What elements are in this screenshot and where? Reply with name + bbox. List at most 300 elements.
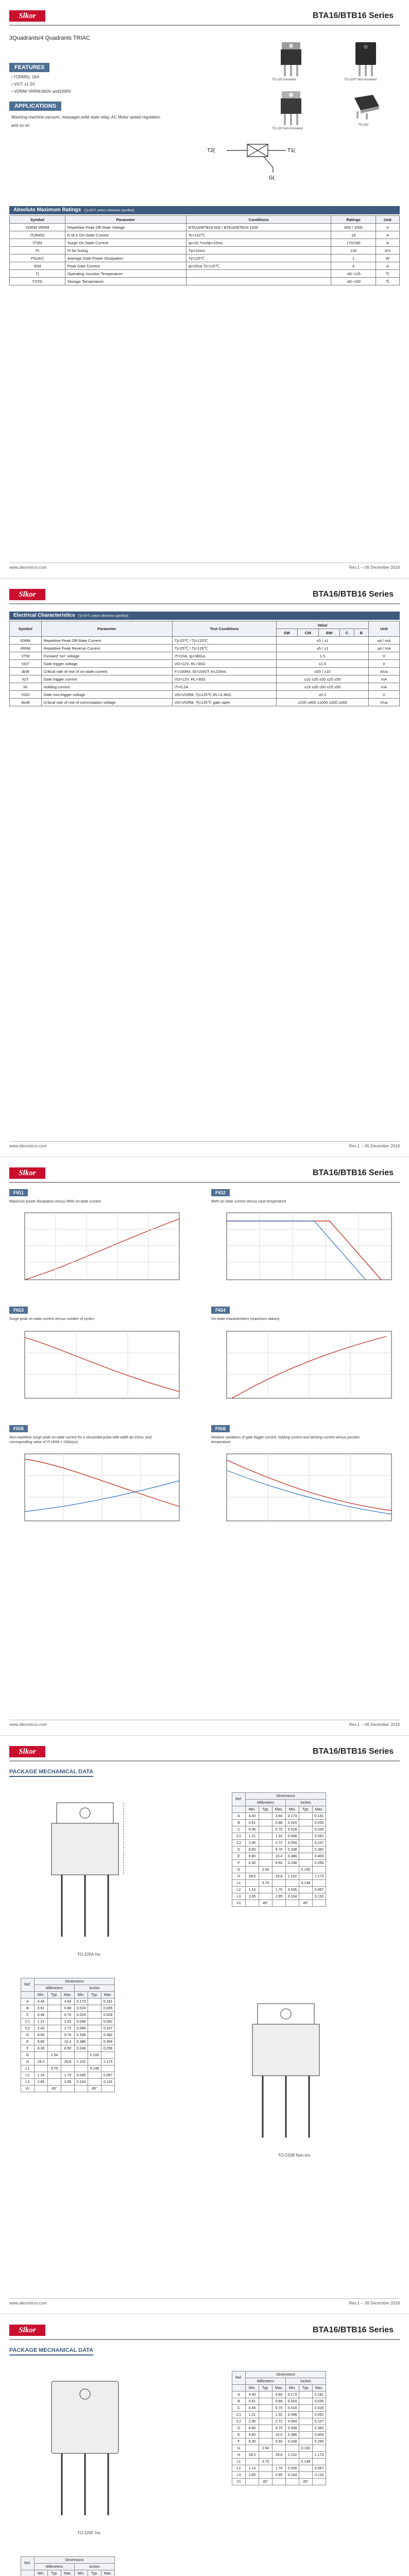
table-cell: ITSM bbox=[10, 239, 65, 247]
page-4 bbox=[0, 1736, 409, 2314]
table-cell bbox=[48, 2032, 61, 2039]
table-cell: 0.338 bbox=[75, 2032, 88, 2039]
table-cell: Tj=25℃ / Tj=125℃ bbox=[172, 637, 276, 645]
table-cell: H bbox=[232, 2452, 246, 2459]
table-cell: VD=12V, RL=30Ω bbox=[172, 675, 276, 683]
table-row bbox=[10, 231, 400, 239]
table-cell: D bbox=[232, 2425, 246, 2432]
table-cell: B bbox=[21, 2005, 35, 2012]
table-cell bbox=[299, 1853, 313, 1860]
table-cell bbox=[313, 2479, 326, 2485]
table-cell bbox=[259, 1873, 272, 1880]
table-cell: C bbox=[232, 2405, 246, 2412]
table-cell: 0.104 bbox=[75, 2079, 88, 2086]
fig5-plot bbox=[9, 1450, 184, 1532]
header-divider bbox=[9, 2339, 400, 2340]
table-cell: 28.0 bbox=[35, 2059, 48, 2065]
fig3-caption: Surge peak on-state current versus number of cycles bbox=[9, 1317, 94, 1321]
table-cell bbox=[88, 2032, 101, 2039]
terminal-t1-label: T1( bbox=[287, 148, 295, 154]
table-cell bbox=[286, 1900, 299, 1907]
table-cell: 1.70 bbox=[61, 2072, 75, 2079]
table-row bbox=[10, 683, 400, 691]
table-cell: 0.256 bbox=[313, 1860, 326, 1867]
table-cell bbox=[299, 2452, 313, 2459]
table-row bbox=[21, 2059, 115, 2065]
table-cell: PG(AV) bbox=[10, 255, 65, 262]
table-cell: V bbox=[368, 691, 399, 699]
table-cell: A bbox=[376, 262, 399, 270]
table-cell: 6.50 bbox=[272, 1860, 286, 1867]
table-cell: 0.256 bbox=[313, 2438, 326, 2445]
col-header: Unit bbox=[368, 621, 399, 637]
table-cell: 9.70 bbox=[61, 2032, 75, 2039]
table-cell: 0.70 bbox=[61, 2012, 75, 2019]
table-cell: Tc=110℃ bbox=[186, 231, 331, 239]
table-cell: V bbox=[368, 660, 399, 668]
table-cell: 29.8 bbox=[272, 1873, 286, 1880]
table-cell: Tj=125℃ bbox=[186, 255, 331, 262]
table-cell: 4.40 bbox=[246, 2392, 259, 2398]
fig1-tag: FIG1 bbox=[9, 1189, 28, 1196]
table-row bbox=[10, 239, 400, 247]
col-header: Parameter bbox=[41, 621, 172, 637]
table-cell bbox=[259, 1833, 272, 1840]
table-cell: 9.80 bbox=[35, 2039, 48, 2045]
table-cell: 0.148 bbox=[299, 2459, 313, 2465]
footer-revision: Rev.1 -- 06 December 2018 bbox=[349, 1144, 400, 1148]
table-cell: 0.094 bbox=[286, 1840, 299, 1846]
table-cell: D bbox=[21, 2032, 35, 2039]
fig6-tag: FIG6 bbox=[211, 1425, 230, 1432]
footer-revision: Rev.1 -- 06 December 2018 bbox=[349, 565, 400, 570]
table-cell: G bbox=[21, 2052, 35, 2059]
header-divider bbox=[9, 1182, 400, 1183]
table-row bbox=[232, 2418, 326, 2425]
table-cell bbox=[259, 2418, 272, 2425]
series-title: BTA16/BTB16 Series bbox=[312, 590, 394, 599]
table-cell bbox=[272, 2479, 286, 2485]
table-cell: A bbox=[21, 1998, 35, 2005]
table-row bbox=[10, 691, 400, 699]
table-cell bbox=[299, 2412, 313, 2418]
table-cell bbox=[299, 1820, 313, 1826]
table-cell bbox=[35, 2065, 48, 2072]
table-cell: 0.382 bbox=[101, 2032, 115, 2039]
table-row bbox=[232, 2432, 326, 2438]
table-row bbox=[232, 2465, 326, 2472]
table-cell: tp=16.7ms/tp=10ms bbox=[186, 239, 331, 247]
table-cell: L1 bbox=[21, 2065, 35, 2072]
table-cell bbox=[259, 2465, 272, 2472]
fig4-caption: On-state characteristics (maximum values) bbox=[211, 1317, 280, 1321]
table-row bbox=[232, 1840, 326, 1846]
page-footer bbox=[9, 563, 400, 571]
table-cell: ≤15 ≤35 ≤50 ≤25 ≤50 bbox=[277, 683, 369, 691]
feature-item: • VGT: ±1.5V bbox=[11, 82, 71, 89]
to263-package-image bbox=[350, 93, 381, 121]
fig6-caption: Relative variations of gate trigger current, holding current and latching current versus junction temperature bbox=[211, 1436, 360, 1444]
table-cell: G bbox=[232, 1867, 246, 1873]
table-cell: 0.052 bbox=[313, 2412, 326, 2418]
table-cell: Average Gate Power Dissipation bbox=[65, 255, 186, 262]
table-cell: F bbox=[21, 2045, 35, 2052]
table-cell: 28.0 bbox=[246, 1873, 259, 1880]
table-cell bbox=[101, 2065, 115, 2072]
table-cell bbox=[101, 2052, 115, 2059]
table-cell: 0.067 bbox=[313, 2465, 326, 2472]
table-cell: 0.028 bbox=[313, 1826, 326, 1833]
table-row bbox=[21, 1998, 115, 2005]
table-cell bbox=[259, 1893, 272, 1900]
table-cell: 0.116 bbox=[101, 2079, 115, 2086]
table-cell: 0.100 bbox=[299, 2445, 313, 2452]
table-cell: VGT bbox=[10, 660, 42, 668]
table-row bbox=[232, 1833, 326, 1840]
table-cell bbox=[101, 2086, 115, 2092]
brand-logo: Slkor bbox=[9, 589, 45, 600]
table-cell: L3 bbox=[232, 1893, 246, 1900]
table-cell: 1.32 bbox=[272, 2412, 286, 2418]
table-cell: 0.409 bbox=[101, 2039, 115, 2045]
table-cell: 0.46 bbox=[246, 1826, 259, 1833]
page-1 bbox=[0, 0, 409, 579]
table-cell: 0.70 bbox=[272, 1826, 286, 1833]
table-row bbox=[232, 2472, 326, 2479]
dimension-table-b: Ref. Dimensions Millimeters Inches Min. Typ. Max. Min. Typ. Max. A 4.40 4.60 0.173 0.181 B 0.61 0.88 0.024 0.035 C 0.46 0.70 0.018 0.028 C1 1.21 1.32 0.048 0.052 C2 2.40 2.72 0.094 0.107 D 8.60 9.70 0.338 0.382 E 9.80 10.4 0.386 0.409 F 6.30 6.50 0.248 0.256 G 2.54 0.100 H 28.0 29.8 1.102 1.173 L1 3.75 0.148 L2 1.14 1.70 0.045 0.067 L3 2.65 2.95 0.104 0.116 V1 45° 45° bbox=[21, 1978, 115, 2092]
table-cell: 1.102 bbox=[286, 2452, 299, 2459]
table-row bbox=[232, 1813, 326, 1820]
table-cell: 45° bbox=[48, 2086, 61, 2092]
table-cell: 0.045 bbox=[75, 2072, 88, 2079]
table-cell bbox=[259, 2398, 272, 2405]
table-cell: VDRM VRRM bbox=[10, 224, 65, 231]
table-cell: 0.181 bbox=[313, 1813, 326, 1820]
table-cell: VGD bbox=[10, 691, 42, 699]
footer-revision: Rev.1 -- 06 December 2018 bbox=[349, 1722, 400, 1727]
table-cell: V1 bbox=[21, 2086, 35, 2092]
table-cell bbox=[61, 2052, 75, 2059]
table-cell: 1.102 bbox=[75, 2059, 88, 2065]
table-cell: 0.88 bbox=[272, 1820, 286, 1826]
table-cell: C2 bbox=[232, 1840, 246, 1846]
table-cell: 2.54 bbox=[259, 2445, 272, 2452]
table-cell: H bbox=[232, 1873, 246, 1880]
table-row bbox=[21, 2072, 115, 2079]
table-cell: W bbox=[376, 255, 399, 262]
table-cell: L2 bbox=[232, 2465, 246, 2472]
table-cell: Critical rate of rise of on-state current bbox=[41, 668, 172, 675]
table-cell: A bbox=[232, 2392, 246, 2398]
table-cell: 1.70 bbox=[272, 2465, 286, 2472]
table-cell: Tj=25℃ / Tj=125℃ bbox=[172, 645, 276, 652]
table-cell: 8.60 bbox=[35, 2032, 48, 2039]
table-cell: A/us bbox=[368, 668, 399, 675]
table-cell: Operating Junction Temperature bbox=[65, 270, 186, 278]
table-cell: 2.72 bbox=[272, 2418, 286, 2425]
table-cell: 45° bbox=[299, 2479, 313, 2485]
table-row bbox=[21, 2025, 115, 2032]
table-cell: 0.409 bbox=[313, 1853, 326, 1860]
table-cell bbox=[75, 2086, 88, 2092]
page-footer bbox=[9, 2298, 400, 2307]
table-cell: 1.70 bbox=[272, 1887, 286, 1893]
table-cell: Tp=10ms bbox=[186, 247, 331, 255]
table-row bbox=[232, 2398, 326, 2405]
table-cell: ≥100 ≥400 ≥1000 ≥200 ≥400 bbox=[277, 699, 369, 706]
table-cell: 0.386 bbox=[286, 1853, 299, 1860]
footer-site: www.slkormicro.com bbox=[9, 1144, 47, 1148]
table-row bbox=[21, 2079, 115, 2086]
table-cell: 0.107 bbox=[313, 2418, 326, 2425]
triac-symbol-diagram bbox=[196, 139, 309, 185]
table-cell: 1.21 bbox=[35, 2019, 48, 2025]
table-cell: 0.46 bbox=[35, 2012, 48, 2019]
table-cell: 2.54 bbox=[259, 1867, 272, 1873]
table-cell: 29.8 bbox=[61, 2059, 75, 2065]
table-cell bbox=[259, 2425, 272, 2432]
table-cell bbox=[88, 2012, 101, 2019]
table-cell: 6.30 bbox=[246, 1860, 259, 1867]
table-cell: C1 bbox=[21, 2019, 35, 2025]
table-cell bbox=[299, 1840, 313, 1846]
table-cell: Surge On-State Current bbox=[65, 239, 186, 247]
table-cell bbox=[48, 2025, 61, 2032]
table-cell: C2 bbox=[21, 2025, 35, 2032]
table-cell: F bbox=[232, 2438, 246, 2445]
table-cell: IT=23A, tp=380us bbox=[172, 652, 276, 660]
table-cell: 4.40 bbox=[35, 1998, 48, 2005]
table-row bbox=[21, 2012, 115, 2019]
table-row bbox=[10, 262, 400, 270]
table-cell: Holding current bbox=[41, 683, 172, 691]
device-subtitle: 3Quadrants/4 Quadrants TRIAC bbox=[9, 35, 90, 41]
footer-site: www.slkormicro.com bbox=[9, 565, 47, 570]
table-cell: 0.382 bbox=[313, 1846, 326, 1853]
table-cell bbox=[75, 2052, 88, 2059]
footer-site: www.slkormicro.com bbox=[9, 1722, 47, 1727]
table-row bbox=[10, 637, 400, 645]
table-cell bbox=[286, 1867, 299, 1873]
table-cell bbox=[186, 270, 331, 278]
table-cell: 0.70 bbox=[272, 2405, 286, 2412]
package-caption: TO-220F Ins bbox=[77, 2531, 100, 2535]
table-cell: IT=0.2A bbox=[172, 683, 276, 691]
table-cell bbox=[272, 1900, 286, 1907]
table-cell: ℃ bbox=[376, 270, 399, 278]
table-row bbox=[10, 660, 400, 668]
table-cell: E bbox=[232, 1853, 246, 1860]
page-footer bbox=[9, 1720, 400, 1728]
table-cell: 2.65 bbox=[246, 1893, 259, 1900]
table-row bbox=[10, 652, 400, 660]
table-cell: 118 bbox=[331, 247, 376, 255]
table-row bbox=[21, 2065, 115, 2072]
col-header: Ratings bbox=[331, 216, 376, 224]
table-cell bbox=[259, 1887, 272, 1893]
package-caption: TO-220 Non-Insulated bbox=[272, 127, 303, 130]
table-cell: 0.248 bbox=[286, 1860, 299, 1867]
table-cell: Gate trigger current bbox=[41, 675, 172, 683]
table-cell bbox=[259, 2392, 272, 2398]
table-cell: L2 bbox=[232, 1887, 246, 1893]
table-cell: 45° bbox=[88, 2086, 101, 2092]
table-cell: B bbox=[232, 1820, 246, 1826]
table-cell: 4.60 bbox=[272, 1813, 286, 1820]
features-tag: FEATURES bbox=[9, 63, 49, 72]
table-row bbox=[21, 2005, 115, 2012]
table-cell: 0.181 bbox=[101, 1998, 115, 2005]
table-cell: V1 bbox=[232, 1900, 246, 1907]
table-cell: 0.100 bbox=[88, 2052, 101, 2059]
series-title: BTA16/BTB16 Series bbox=[312, 1747, 394, 1756]
table-cell: 0.045 bbox=[286, 1887, 299, 1893]
table-cell bbox=[299, 1860, 313, 1867]
package-caption: TO-220F Non-Insulated bbox=[344, 78, 377, 81]
table-row bbox=[232, 1860, 326, 1867]
table-cell: 1.14 bbox=[246, 1887, 259, 1893]
table-row bbox=[21, 2032, 115, 2039]
table-cell: 0.173 bbox=[75, 1998, 88, 2005]
table-cell: 9.70 bbox=[272, 2425, 286, 2432]
package-section-title: PACKAGE MECHANICAL DATA bbox=[9, 2347, 93, 2355]
table-row bbox=[232, 1820, 326, 1826]
table-cell: 1.21 bbox=[246, 2412, 259, 2418]
table-cell: 1 bbox=[331, 255, 376, 262]
table-cell: dI/dt bbox=[10, 668, 42, 675]
table-cell: 0.035 bbox=[313, 2398, 326, 2405]
table-cell: 1.5 bbox=[277, 652, 369, 660]
table-cell: Peak Gate Current bbox=[65, 262, 186, 270]
table-cell: 0.338 bbox=[286, 2425, 299, 2432]
table-row bbox=[232, 2445, 326, 2452]
table-cell bbox=[286, 2459, 299, 2465]
table-cell: 4 bbox=[331, 262, 376, 270]
table-cell: 8.60 bbox=[246, 2425, 259, 2432]
table-cell bbox=[48, 2019, 61, 2025]
table-cell bbox=[259, 1846, 272, 1853]
table-cell: Repetitive Peak Reverse Current bbox=[41, 645, 172, 652]
table-cell bbox=[246, 1900, 259, 1907]
page-5 bbox=[0, 2314, 409, 2576]
table-cell: 0.028 bbox=[101, 2012, 115, 2019]
table-row bbox=[10, 668, 400, 675]
table-cell bbox=[48, 2005, 61, 2012]
table-cell: L1 bbox=[232, 1880, 246, 1887]
table-cell: H bbox=[21, 2059, 35, 2065]
amr-section-title: Absolute Maximum Ratings (Tj=25℃ unless otherwise specified) bbox=[9, 206, 400, 214]
table-cell: TSTG bbox=[10, 278, 65, 285]
table-cell bbox=[299, 2465, 313, 2472]
col-header: Parameter bbox=[65, 216, 186, 224]
series-title: BTA16/BTB16 Series bbox=[312, 11, 394, 20]
table-cell: -40~125 bbox=[331, 270, 376, 278]
table-cell bbox=[48, 2079, 61, 2086]
table-row bbox=[21, 2086, 115, 2092]
header-divider bbox=[9, 1760, 400, 1761]
table-cell bbox=[272, 2459, 286, 2465]
table-cell: 9.70 bbox=[272, 1846, 286, 1853]
col-header: Symbol bbox=[10, 621, 42, 637]
table-cell: 0.248 bbox=[286, 2438, 299, 2445]
table-cell: 2.72 bbox=[61, 2025, 75, 2032]
table-cell bbox=[313, 2459, 326, 2465]
table-cell: IRRM bbox=[10, 645, 42, 652]
table-cell: ±5 / ±1 bbox=[277, 645, 369, 652]
page-2 bbox=[0, 579, 409, 1157]
table-cell: E bbox=[232, 2432, 246, 2438]
table-cell bbox=[313, 2445, 326, 2452]
table-row bbox=[21, 2039, 115, 2045]
table-row bbox=[21, 2045, 115, 2052]
table-row bbox=[232, 1867, 326, 1873]
table-cell bbox=[299, 2405, 313, 2412]
table-cell bbox=[299, 1873, 313, 1880]
table-cell: 0.116 bbox=[313, 2472, 326, 2479]
table-cell: 0.116 bbox=[313, 1893, 326, 1900]
table-cell bbox=[299, 2392, 313, 2398]
table-row bbox=[232, 2425, 326, 2432]
table-cell: Gate non-trigger voltage bbox=[41, 691, 172, 699]
package-caption: TO-263 bbox=[358, 124, 369, 127]
table-cell: 0.61 bbox=[246, 2398, 259, 2405]
absolute-max-ratings-table bbox=[9, 215, 400, 285]
table-cell: IH bbox=[10, 683, 42, 691]
table-cell bbox=[299, 1833, 313, 1840]
table-cell: 0.052 bbox=[313, 1833, 326, 1840]
features-list bbox=[11, 75, 71, 96]
table-cell bbox=[272, 2445, 286, 2452]
table-row bbox=[232, 2392, 326, 2398]
fig6-plot bbox=[211, 1450, 397, 1532]
table-cell bbox=[299, 2472, 313, 2479]
table-cell: 170/160 bbox=[331, 239, 376, 247]
table-cell: mA bbox=[368, 683, 399, 691]
table-cell: 1.14 bbox=[35, 2072, 48, 2079]
table-cell: L3 bbox=[21, 2079, 35, 2086]
table-row bbox=[232, 2479, 326, 2485]
table-cell bbox=[246, 1880, 259, 1887]
col-header: Test Conditions bbox=[172, 621, 276, 637]
table-cell: IDRM bbox=[10, 637, 42, 645]
table-cell: A bbox=[376, 239, 399, 247]
table-cell: VD=VDRM, Tj=125℃,RL=3.3KΩ bbox=[172, 691, 276, 699]
value-col-header: C bbox=[340, 629, 354, 637]
page-3 bbox=[0, 1157, 409, 1736]
table-cell: 0.88 bbox=[272, 2398, 286, 2405]
table-cell bbox=[48, 2012, 61, 2019]
table-cell: 4.40 bbox=[246, 1813, 259, 1820]
table-cell: 6.50 bbox=[272, 2438, 286, 2445]
table-cell: 0.386 bbox=[75, 2039, 88, 2045]
table-cell: 2.95 bbox=[272, 2472, 286, 2479]
table-cell: 0.107 bbox=[313, 1840, 326, 1846]
table-cell: 0.028 bbox=[313, 2405, 326, 2412]
table-cell: 6.50 bbox=[61, 2045, 75, 2052]
table-cell: 0.024 bbox=[286, 1820, 299, 1826]
table-cell: Tj bbox=[10, 270, 65, 278]
table-cell bbox=[259, 2405, 272, 2412]
table-cell: A bbox=[376, 231, 399, 239]
page-footer bbox=[9, 1141, 400, 1149]
table-cell: IT(RMS) bbox=[10, 231, 65, 239]
table-cell: 0.382 bbox=[313, 2425, 326, 2432]
brand-logo: Slkor bbox=[9, 2325, 45, 2336]
table-row bbox=[232, 1887, 326, 1893]
footer-site: www.slkormicro.com bbox=[9, 2301, 47, 2306]
feature-item: • VDRM/ VRRM:600V and1000V bbox=[11, 89, 71, 96]
table-cell bbox=[88, 2019, 101, 2025]
